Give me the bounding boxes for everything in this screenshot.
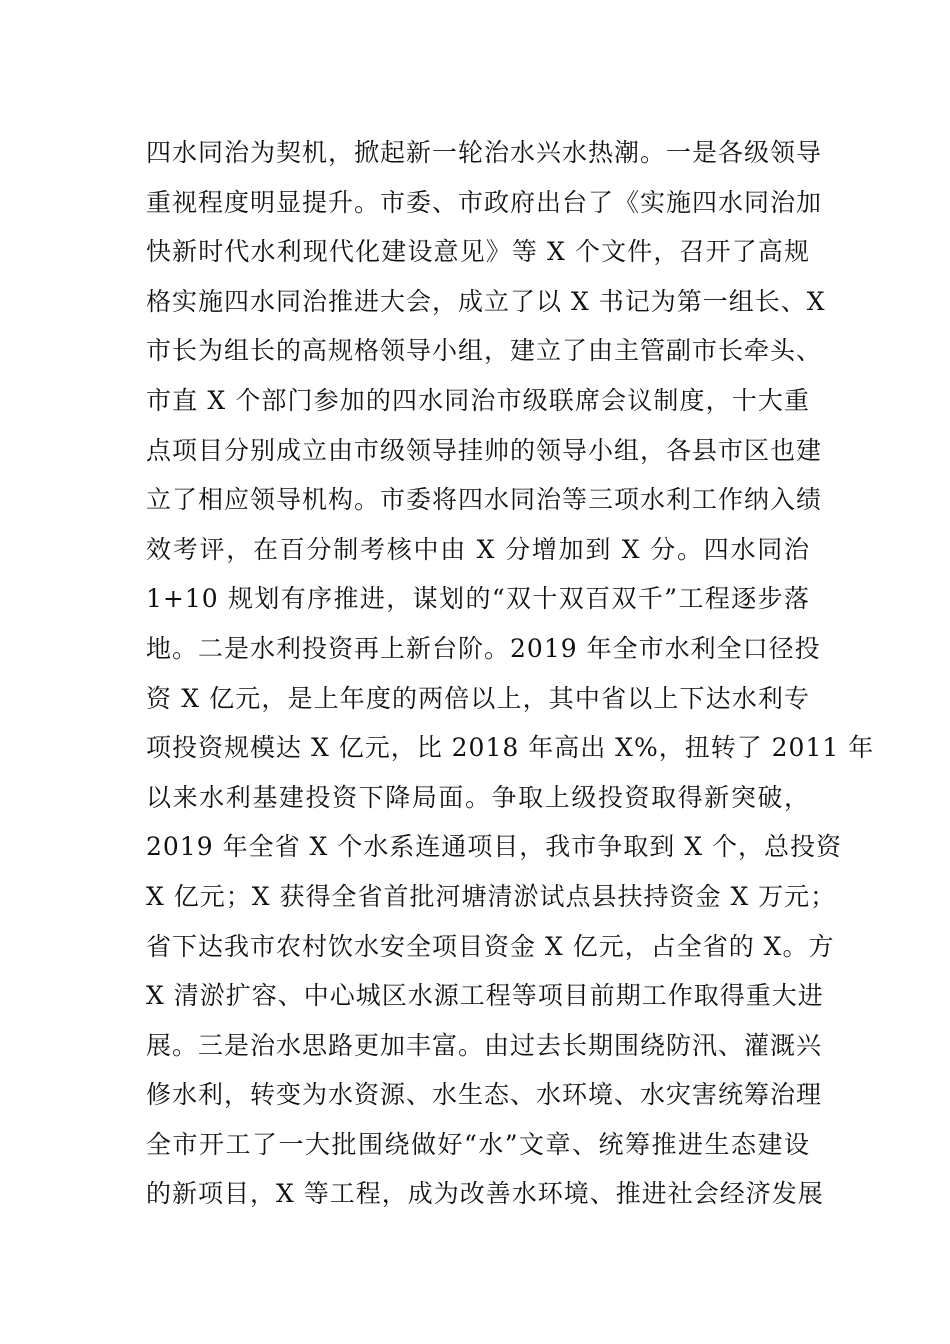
text-line: 2019 年全省 X 个水系连通项目，我市争取到 X 个，总投资 [146,832,842,862]
text-line: 四水同治为契机，掀起新一轮治水兴水热潮。一是各级领导 [146,138,823,167]
text-line: 1+10 规划有序推进，谋划的“双十双百双千”工程逐步落 [146,584,810,614]
text-line: X 亿元；X 获得全省首批河塘清淤试点县扶持资金 X 万元； [146,881,837,911]
text-line: 修水利，转变为水资源、水生态、水环境、水灾害统筹治理 [146,1080,823,1110]
text-line: 以来水利基建投资下降局面。争取上级投资取得新突破， [146,782,810,812]
text-line: X 清淤扩容、中心城区水源工程等项目前期工作取得重大进 [146,981,824,1011]
text-line: 展。三是治水思路更加丰富。由过去长期围绕防汛、灌溉兴 [146,1030,823,1060]
text-line: 快新时代水利现代化建设意见》等 X 个文件，召开了高规 [146,237,810,267]
text-line: 地。二是水利投资再上新台阶。2019 年全市水利全口径投 [146,633,821,663]
text-line: 全市开工了一大批围绕做好“水”文章、统筹推进生态建设 [146,1129,810,1159]
text-line: 市长为组长的高规格领导小组，建立了由主管副市长牵头、 [146,336,823,366]
text-line: 立了相应领导机构。市委将四水同治等三项水利工作纳入绩 [146,485,823,515]
text-line: 省下达我市农村饮水安全项目资金 X 亿元，占全省的 X。方 [146,931,835,961]
text-line: 重视程度明显提升。市委、市政府出台了《实施四水同治加 [146,187,823,217]
text-line: 效考评，在百分制考核中由 X 分增加到 X 分。四水同治 [146,534,810,564]
text-line: 项投资规模达 X 亿元，比 2018 年高出 X%，扭转了 2011 年 [146,733,875,763]
text-line: 的新项目，X 等工程，成为改善水环境、推进社会经济发展 [146,1179,824,1209]
text-line: 市直 X 个部门参加的四水同治市级联席会议制度，十大重 [146,385,810,415]
text-line: 资 X 亿元，是上年度的两倍以上，其中省以上下达水利专 [146,683,810,713]
text-line: 点项目分别成立由市级领导挂帅的领导小组，各县市区也建 [146,435,823,465]
body-paragraph [146,128,875,1219]
text-line: 格实施四水同治推进大会，成立了以 X 书记为第一组长、X [146,286,826,316]
